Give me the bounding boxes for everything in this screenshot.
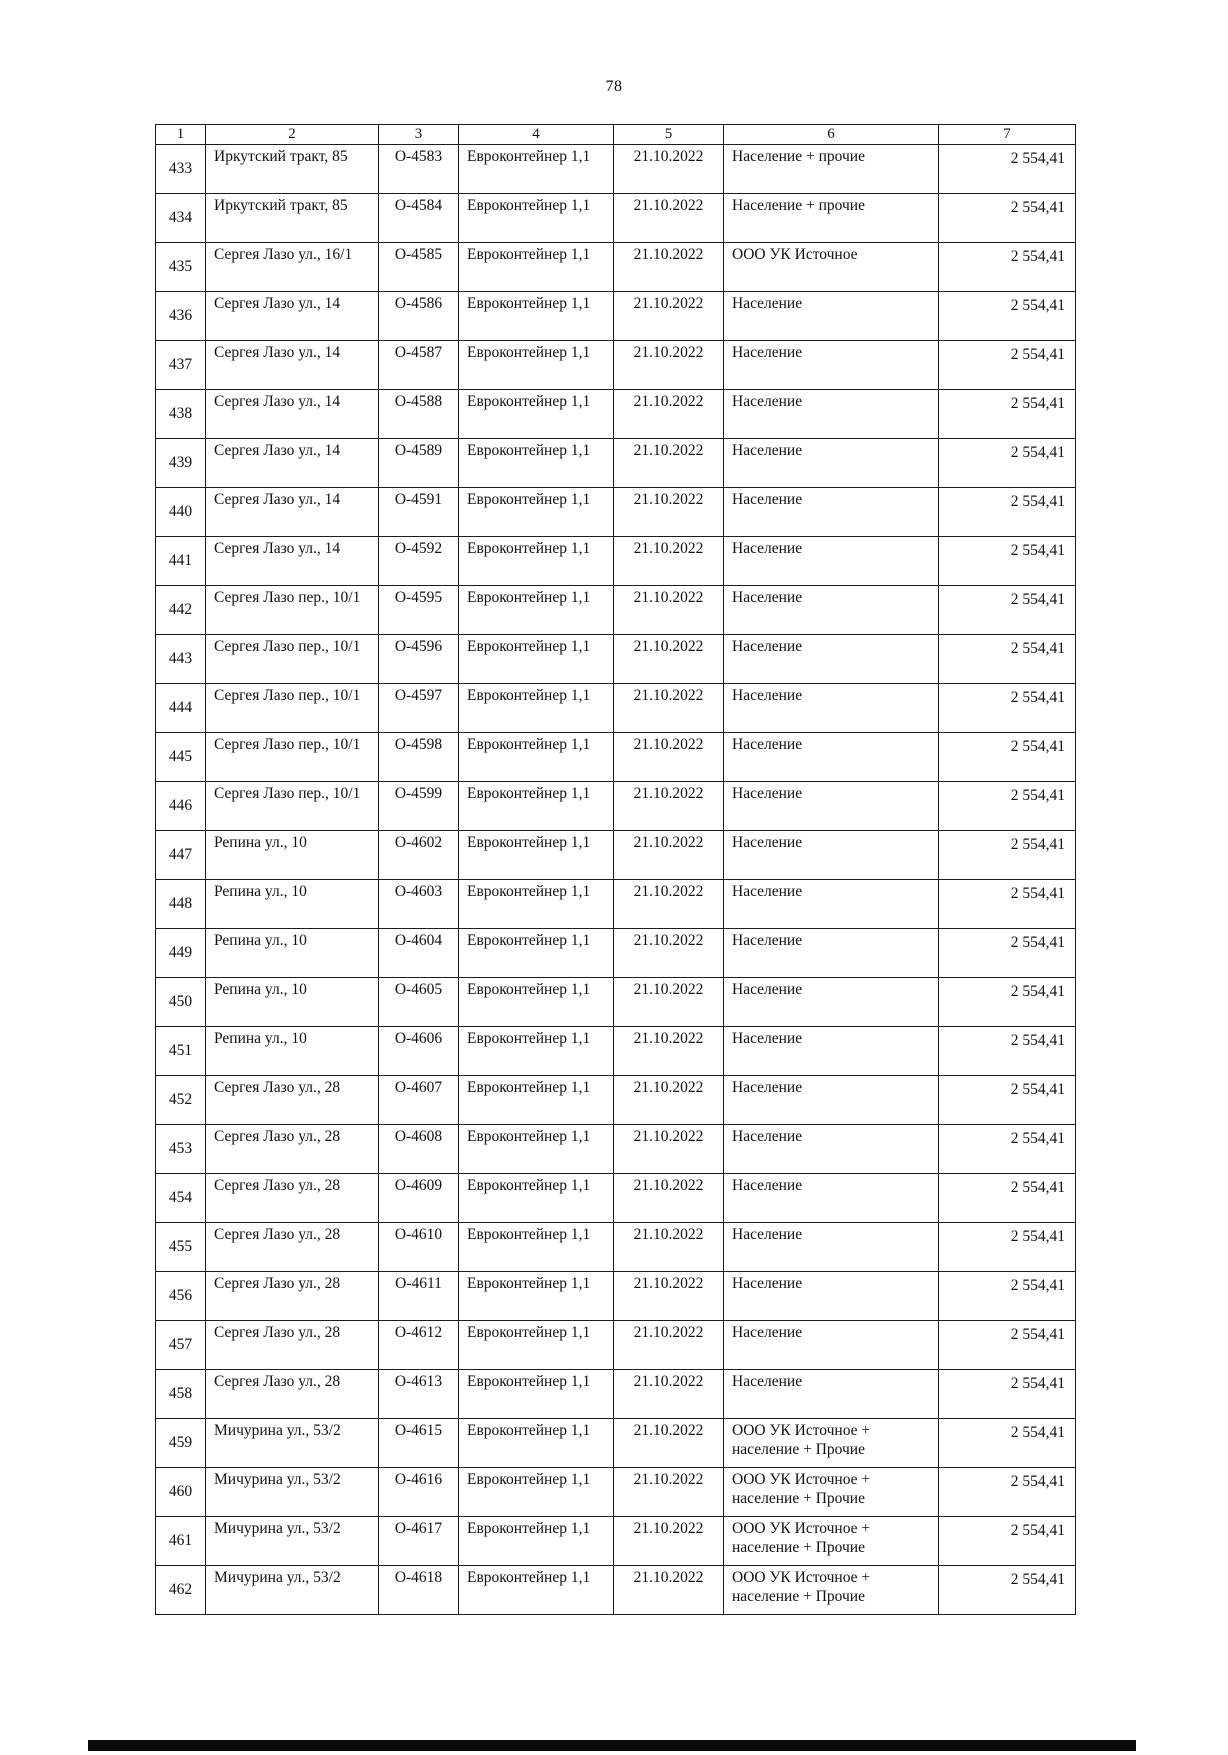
container-type-cell: Евроконтейнер 1,1 [459, 1173, 614, 1222]
column-header-5: 5 [614, 125, 724, 145]
row-number-cell: 433 [156, 144, 206, 193]
date-cell: 21.10.2022 [614, 144, 724, 193]
column-header-7: 7 [939, 125, 1076, 145]
value-cell: 2 554,41 [939, 1418, 1076, 1467]
table-row [156, 438, 1076, 487]
category-cell: Население [724, 1320, 939, 1369]
table-row [156, 1565, 1076, 1614]
row-number-cell: 450 [156, 977, 206, 1026]
container-type-cell: Евроконтейнер 1,1 [459, 1565, 614, 1614]
address-cell: Сергея Лазо ул., 28 [206, 1271, 379, 1320]
code-cell: О-4609 [379, 1173, 459, 1222]
row-number-cell: 451 [156, 1026, 206, 1075]
code-cell: О-4585 [379, 242, 459, 291]
container-type-cell: Евроконтейнер 1,1 [459, 879, 614, 928]
code-cell: О-4615 [379, 1418, 459, 1467]
category-cell: Население [724, 928, 939, 977]
date-cell: 21.10.2022 [614, 977, 724, 1026]
date-cell: 21.10.2022 [614, 389, 724, 438]
address-cell: Иркутский тракт, 85 [206, 144, 379, 193]
container-type-cell: Евроконтейнер 1,1 [459, 977, 614, 1026]
category-cell: Население + прочие [724, 193, 939, 242]
table-row [156, 879, 1076, 928]
code-cell: О-4583 [379, 144, 459, 193]
table-row [156, 1369, 1076, 1418]
category-cell: ООО УК Источное [724, 242, 939, 291]
date-cell: 21.10.2022 [614, 1516, 724, 1565]
row-number-cell: 439 [156, 438, 206, 487]
category-cell: Население [724, 536, 939, 585]
code-cell: О-4599 [379, 781, 459, 830]
code-cell: О-4604 [379, 928, 459, 977]
category-cell: ООО УК Источное + население + Прочие [724, 1516, 939, 1565]
waste-containers-table [155, 124, 1076, 1615]
category-cell: Население [724, 1271, 939, 1320]
address-cell: Сергея Лазо пер., 10/1 [206, 585, 379, 634]
table-row [156, 928, 1076, 977]
table-row [156, 977, 1076, 1026]
table-row [156, 1516, 1076, 1565]
address-cell: Репина ул., 10 [206, 977, 379, 1026]
category-cell: Население [724, 438, 939, 487]
code-cell: О-4611 [379, 1271, 459, 1320]
value-cell: 2 554,41 [939, 1516, 1076, 1565]
address-cell: Репина ул., 10 [206, 830, 379, 879]
container-type-cell: Евроконтейнер 1,1 [459, 291, 614, 340]
date-cell: 21.10.2022 [614, 781, 724, 830]
address-cell: Репина ул., 10 [206, 1026, 379, 1075]
table-row [156, 732, 1076, 781]
table-row [156, 242, 1076, 291]
value-cell: 2 554,41 [939, 1271, 1076, 1320]
address-cell: Мичурина ул., 53/2 [206, 1565, 379, 1614]
category-cell: Население [724, 634, 939, 683]
value-cell: 2 554,41 [939, 1320, 1076, 1369]
value-cell: 2 554,41 [939, 1075, 1076, 1124]
row-number-cell: 461 [156, 1516, 206, 1565]
table-row [156, 1124, 1076, 1173]
row-number-cell: 459 [156, 1418, 206, 1467]
column-header-1: 1 [156, 125, 206, 145]
code-cell: О-4589 [379, 438, 459, 487]
container-type-cell: Евроконтейнер 1,1 [459, 634, 614, 683]
table-row [156, 193, 1076, 242]
date-cell: 21.10.2022 [614, 1271, 724, 1320]
value-cell: 2 554,41 [939, 585, 1076, 634]
date-cell: 21.10.2022 [614, 1124, 724, 1173]
container-type-cell: Евроконтейнер 1,1 [459, 1075, 614, 1124]
address-cell: Сергея Лазо пер., 10/1 [206, 781, 379, 830]
value-cell: 2 554,41 [939, 1026, 1076, 1075]
date-cell: 21.10.2022 [614, 634, 724, 683]
row-number-cell: 447 [156, 830, 206, 879]
value-cell: 2 554,41 [939, 1173, 1076, 1222]
address-cell: Сергея Лазо ул., 14 [206, 389, 379, 438]
column-header-2: 2 [206, 125, 379, 145]
address-cell: Репина ул., 10 [206, 879, 379, 928]
table-row [156, 1418, 1076, 1467]
address-cell: Сергея Лазо ул., 28 [206, 1124, 379, 1173]
code-cell: О-4591 [379, 487, 459, 536]
category-cell: Население [724, 585, 939, 634]
table-row [156, 291, 1076, 340]
category-cell: Население [724, 1173, 939, 1222]
value-cell: 2 554,41 [939, 487, 1076, 536]
code-cell: О-4588 [379, 389, 459, 438]
container-type-cell: Евроконтейнер 1,1 [459, 585, 614, 634]
category-cell: ООО УК Источное + население + Прочие [724, 1565, 939, 1614]
row-number-cell: 454 [156, 1173, 206, 1222]
container-type-cell: Евроконтейнер 1,1 [459, 1026, 614, 1075]
code-cell: О-4602 [379, 830, 459, 879]
address-cell: Репина ул., 10 [206, 928, 379, 977]
address-cell: Сергея Лазо пер., 10/1 [206, 634, 379, 683]
value-cell: 2 554,41 [939, 1124, 1076, 1173]
category-cell: ООО УК Источное + население + Прочие [724, 1467, 939, 1516]
table-row [156, 487, 1076, 536]
address-cell: Сергея Лазо ул., 14 [206, 487, 379, 536]
date-cell: 21.10.2022 [614, 291, 724, 340]
code-cell: О-4584 [379, 193, 459, 242]
date-cell: 21.10.2022 [614, 683, 724, 732]
category-cell: Население [724, 683, 939, 732]
value-cell: 2 554,41 [939, 1369, 1076, 1418]
container-type-cell: Евроконтейнер 1,1 [459, 1418, 614, 1467]
table-row [156, 1467, 1076, 1516]
category-cell: Население [724, 487, 939, 536]
address-cell: Сергея Лазо ул., 14 [206, 340, 379, 389]
date-cell: 21.10.2022 [614, 340, 724, 389]
table-row [156, 830, 1076, 879]
row-number-cell: 437 [156, 340, 206, 389]
table-row [156, 1271, 1076, 1320]
address-cell: Сергея Лазо ул., 14 [206, 291, 379, 340]
code-cell: О-4613 [379, 1369, 459, 1418]
value-cell: 2 554,41 [939, 1467, 1076, 1516]
date-cell: 21.10.2022 [614, 732, 724, 781]
address-cell: Сергея Лазо ул., 28 [206, 1320, 379, 1369]
container-type-cell: Евроконтейнер 1,1 [459, 1320, 614, 1369]
row-number-cell: 443 [156, 634, 206, 683]
code-cell: О-4618 [379, 1565, 459, 1614]
row-number-cell: 442 [156, 585, 206, 634]
code-cell: О-4612 [379, 1320, 459, 1369]
value-cell: 2 554,41 [939, 144, 1076, 193]
value-cell: 2 554,41 [939, 1565, 1076, 1614]
date-cell: 21.10.2022 [614, 536, 724, 585]
date-cell: 21.10.2022 [614, 1467, 724, 1516]
address-cell: Сергея Лазо ул., 14 [206, 438, 379, 487]
row-number-cell: 436 [156, 291, 206, 340]
row-number-cell: 455 [156, 1222, 206, 1271]
address-cell: Сергея Лазо пер., 10/1 [206, 683, 379, 732]
address-cell: Сергея Лазо ул., 28 [206, 1075, 379, 1124]
table-row [156, 585, 1076, 634]
container-type-cell: Евроконтейнер 1,1 [459, 536, 614, 585]
container-type-cell: Евроконтейнер 1,1 [459, 1369, 614, 1418]
table-row [156, 144, 1076, 193]
value-cell: 2 554,41 [939, 193, 1076, 242]
code-cell: О-4598 [379, 732, 459, 781]
address-cell: Сергея Лазо ул., 28 [206, 1369, 379, 1418]
date-cell: 21.10.2022 [614, 1369, 724, 1418]
row-number-cell: 445 [156, 732, 206, 781]
column-header-6: 6 [724, 125, 939, 145]
table-row [156, 683, 1076, 732]
address-cell: Мичурина ул., 53/2 [206, 1516, 379, 1565]
row-number-cell: 460 [156, 1467, 206, 1516]
value-cell: 2 554,41 [939, 879, 1076, 928]
row-number-cell: 438 [156, 389, 206, 438]
table-header-row [156, 125, 1076, 145]
row-number-cell: 457 [156, 1320, 206, 1369]
category-cell: Население [724, 1026, 939, 1075]
container-type-cell: Евроконтейнер 1,1 [459, 683, 614, 732]
value-cell: 2 554,41 [939, 732, 1076, 781]
code-cell: О-4595 [379, 585, 459, 634]
container-type-cell: Евроконтейнер 1,1 [459, 340, 614, 389]
address-cell: Сергея Лазо ул., 14 [206, 536, 379, 585]
category-cell: Население [724, 1222, 939, 1271]
code-cell: О-4607 [379, 1075, 459, 1124]
container-type-cell: Евроконтейнер 1,1 [459, 1467, 614, 1516]
row-number-cell: 434 [156, 193, 206, 242]
date-cell: 21.10.2022 [614, 879, 724, 928]
value-cell: 2 554,41 [939, 928, 1076, 977]
value-cell: 2 554,41 [939, 438, 1076, 487]
code-cell: О-4592 [379, 536, 459, 585]
scan-artifact-bar [88, 1740, 1136, 1751]
row-number-cell: 449 [156, 928, 206, 977]
value-cell: 2 554,41 [939, 389, 1076, 438]
container-type-cell: Евроконтейнер 1,1 [459, 781, 614, 830]
date-cell: 21.10.2022 [614, 1565, 724, 1614]
row-number-cell: 444 [156, 683, 206, 732]
value-cell: 2 554,41 [939, 977, 1076, 1026]
address-cell: Сергея Лазо ул., 28 [206, 1173, 379, 1222]
code-cell: О-4605 [379, 977, 459, 1026]
code-cell: О-4596 [379, 634, 459, 683]
page-number: 78 [605, 78, 623, 95]
container-type-cell: Евроконтейнер 1,1 [459, 1271, 614, 1320]
table-row [156, 1173, 1076, 1222]
row-number-cell: 441 [156, 536, 206, 585]
row-number-cell: 448 [156, 879, 206, 928]
category-cell: Население + прочие [724, 144, 939, 193]
code-cell: О-4608 [379, 1124, 459, 1173]
value-cell: 2 554,41 [939, 830, 1076, 879]
table-row [156, 1320, 1076, 1369]
category-cell: ООО УК Источное + население + Прочие [724, 1418, 939, 1467]
value-cell: 2 554,41 [939, 634, 1076, 683]
date-cell: 21.10.2022 [614, 1320, 724, 1369]
container-type-cell: Евроконтейнер 1,1 [459, 438, 614, 487]
table-row [156, 1222, 1076, 1271]
row-number-cell: 462 [156, 1565, 206, 1614]
row-number-cell: 456 [156, 1271, 206, 1320]
container-type-cell: Евроконтейнер 1,1 [459, 1516, 614, 1565]
container-type-cell: Евроконтейнер 1,1 [459, 144, 614, 193]
category-cell: Население [724, 781, 939, 830]
category-cell: Население [724, 977, 939, 1026]
date-cell: 21.10.2022 [614, 1026, 724, 1075]
category-cell: Население [724, 1369, 939, 1418]
row-number-cell: 440 [156, 487, 206, 536]
code-cell: О-4587 [379, 340, 459, 389]
value-cell: 2 554,41 [939, 242, 1076, 291]
date-cell: 21.10.2022 [614, 585, 724, 634]
code-cell: О-4606 [379, 1026, 459, 1075]
category-cell: Население [724, 1124, 939, 1173]
table-body [156, 144, 1076, 1614]
address-cell: Сергея Лазо ул., 28 [206, 1222, 379, 1271]
table-row [156, 1075, 1076, 1124]
category-cell: Население [724, 1075, 939, 1124]
address-cell: Мичурина ул., 53/2 [206, 1467, 379, 1516]
category-cell: Население [724, 830, 939, 879]
address-cell: Иркутский тракт, 85 [206, 193, 379, 242]
container-type-cell: Евроконтейнер 1,1 [459, 193, 614, 242]
row-number-cell: 453 [156, 1124, 206, 1173]
address-cell: Мичурина ул., 53/2 [206, 1418, 379, 1467]
date-cell: 21.10.2022 [614, 242, 724, 291]
date-cell: 21.10.2022 [614, 928, 724, 977]
container-type-cell: Евроконтейнер 1,1 [459, 732, 614, 781]
row-number-cell: 452 [156, 1075, 206, 1124]
code-cell: О-4617 [379, 1516, 459, 1565]
column-header-4: 4 [459, 125, 614, 145]
date-cell: 21.10.2022 [614, 193, 724, 242]
code-cell: О-4610 [379, 1222, 459, 1271]
date-cell: 21.10.2022 [614, 487, 724, 536]
value-cell: 2 554,41 [939, 781, 1076, 830]
row-number-cell: 458 [156, 1369, 206, 1418]
table-row [156, 781, 1076, 830]
container-type-cell: Евроконтейнер 1,1 [459, 389, 614, 438]
code-cell: О-4603 [379, 879, 459, 928]
container-type-cell: Евроконтейнер 1,1 [459, 1124, 614, 1173]
value-cell: 2 554,41 [939, 536, 1076, 585]
category-cell: Население [724, 732, 939, 781]
category-cell: Население [724, 389, 939, 438]
table-row [156, 340, 1076, 389]
row-number-cell: 435 [156, 242, 206, 291]
container-type-cell: Евроконтейнер 1,1 [459, 830, 614, 879]
value-cell: 2 554,41 [939, 291, 1076, 340]
container-type-cell: Евроконтейнер 1,1 [459, 1222, 614, 1271]
code-cell: О-4586 [379, 291, 459, 340]
date-cell: 21.10.2022 [614, 830, 724, 879]
table-row [156, 389, 1076, 438]
address-cell: Сергея Лазо пер., 10/1 [206, 732, 379, 781]
table-row [156, 634, 1076, 683]
value-cell: 2 554,41 [939, 340, 1076, 389]
date-cell: 21.10.2022 [614, 1173, 724, 1222]
code-cell: О-4597 [379, 683, 459, 732]
date-cell: 21.10.2022 [614, 1222, 724, 1271]
table-row [156, 536, 1076, 585]
category-cell: Население [724, 340, 939, 389]
value-cell: 2 554,41 [939, 683, 1076, 732]
category-cell: Население [724, 879, 939, 928]
value-cell: 2 554,41 [939, 1222, 1076, 1271]
column-header-3: 3 [379, 125, 459, 145]
code-cell: О-4616 [379, 1467, 459, 1516]
date-cell: 21.10.2022 [614, 1418, 724, 1467]
category-cell: Население [724, 291, 939, 340]
container-type-cell: Евроконтейнер 1,1 [459, 487, 614, 536]
address-cell: Сергея Лазо ул., 16/1 [206, 242, 379, 291]
container-type-cell: Евроконтейнер 1,1 [459, 928, 614, 977]
table-row [156, 1026, 1076, 1075]
row-number-cell: 446 [156, 781, 206, 830]
date-cell: 21.10.2022 [614, 438, 724, 487]
date-cell: 21.10.2022 [614, 1075, 724, 1124]
container-type-cell: Евроконтейнер 1,1 [459, 242, 614, 291]
